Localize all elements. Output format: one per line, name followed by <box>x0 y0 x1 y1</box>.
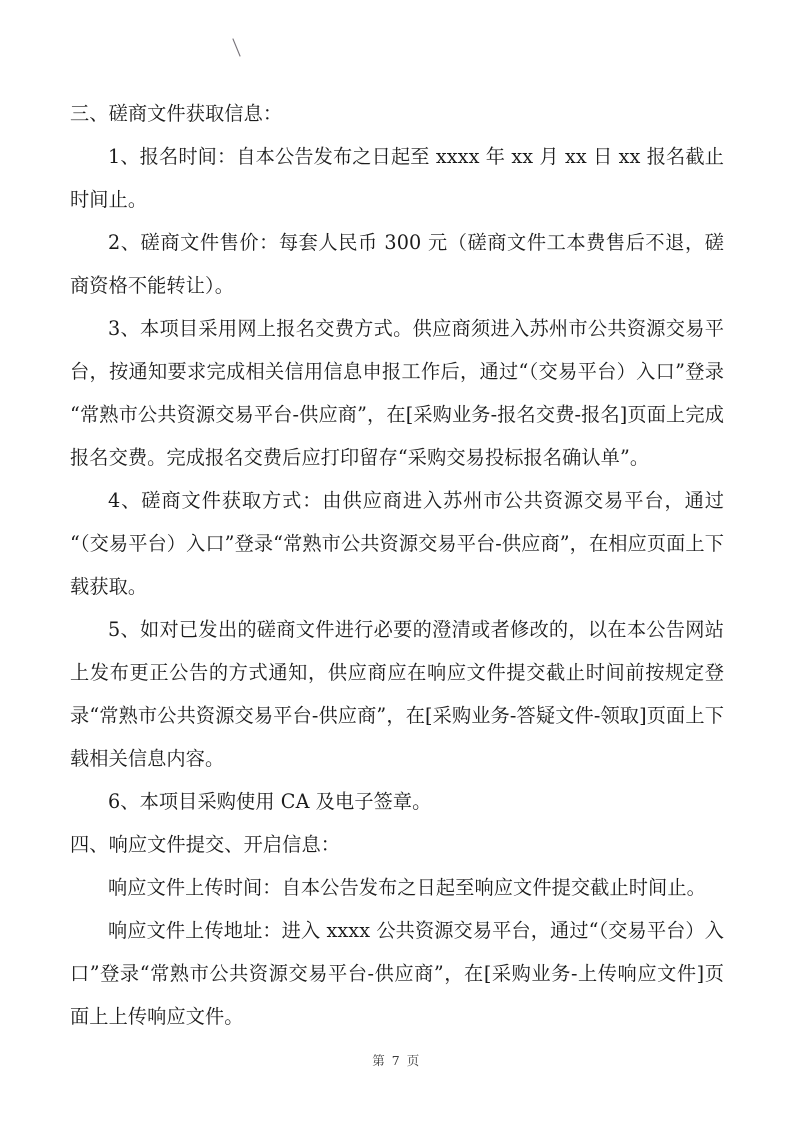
paragraph-item-3-2: 2、磋商文件售价：每套人民币 300 元（磋商文件工本费售后不退，磋商资格不能转让）。 <box>70 231 724 297</box>
document-body <box>70 92 724 1038</box>
paragraph-item-3-4: 4、磋商文件获取方式：由供应商进入苏州市公共资源交易平台，通过“（交易平台）入口”登录“常熟市公共资源交易平台-供应商”，在相应页面上下载获取。 <box>70 489 724 598</box>
paragraph-item-3-3: 3、本项目采用网上报名交费方式。供应商须进入苏州市公共资源交易平台，按通知要求完成相关信用信息申报工作后，通过“（交易平台）入口”登录“常熟市公共资源交易平台-供应商”，在[采购业务-报名交费-报名]页面上完成报名交费。完成报名交费后应打印留存“采购交易投标报名确认单”。 <box>70 317 724 469</box>
pen-stroke-backslash-icon <box>232 38 242 58</box>
paragraph-item-4-2: 响应文件上传地址：进入 xxxx 公共资源交易平台，通过“（交易平台）入口”登录“常熟市公共资源交易平台-供应商”，在[采购业务-上传响应文件]页面上上传响应文件。 <box>70 919 724 1028</box>
section-heading-4: 四、响应文件提交、开启信息： <box>70 833 341 856</box>
paragraph-item-4-1: 响应文件上传时间：自本公告发布之日起至响应文件提交截止时间止。 <box>108 876 706 899</box>
paragraph-item-3-6: 6、本项目采购使用 CA 及电子签章。 <box>108 790 432 813</box>
page-number: 第 7 页 <box>372 1053 421 1068</box>
paragraph-item-3-1: 1、报名时间：自本公告发布之日起至 xxxx 年 xx 月 xx 日 xx 报名截止时间止。 <box>70 145 724 211</box>
section-heading-3: 三、磋商文件获取信息： <box>70 102 283 125</box>
paragraph-item-3-5: 5、如对已发出的磋商文件进行必要的澄清或者修改的，以在本公告网站上发布更正公告的方式通知，供应商应在响应文件提交截止时间前按规定登录“常熟市公共资源交易平台-供应商”，在[采购业务-答疑文件-领取]页面上下载相关信息内容。 <box>70 618 724 770</box>
page-footer <box>0 1050 793 1069</box>
